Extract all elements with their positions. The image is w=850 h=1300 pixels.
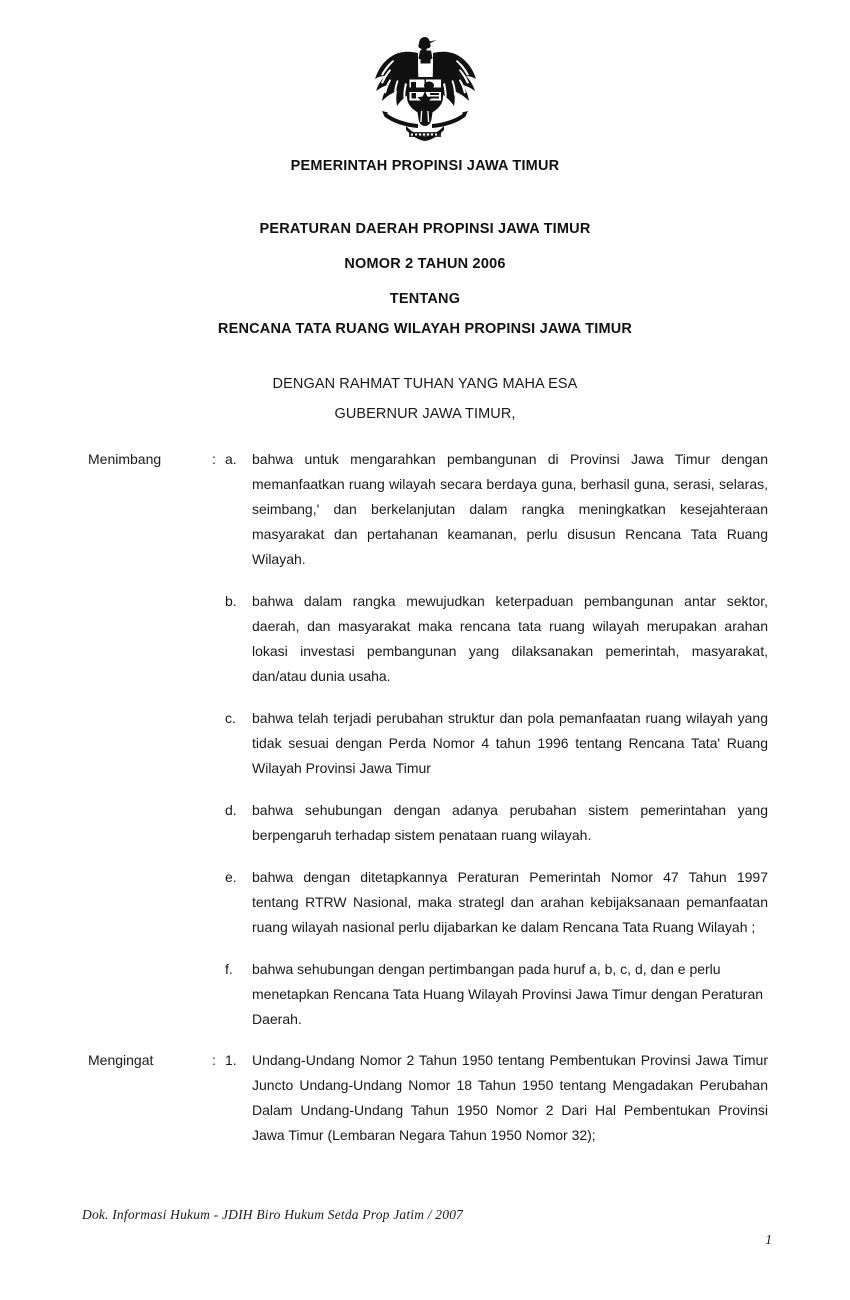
clause-row (88, 1048, 768, 1148)
footer-source-note: Dok. Informasi Hukum - JDIH Biro Hukum Setda Prop Jatim / 2007 (82, 1207, 464, 1222)
menimbang-section (88, 447, 768, 1032)
emblem-container (0, 33, 850, 145)
clause-text: bahwa dalam rangka mewujudkan keterpaduan pembangunan antar sektor, daerah, dan masyarakat maka rencana tata ruang wilayah merupakan arahan lokasi investasi pembangunan yang dilaksanakan pemerintah, masyarakat, dan/atau dunia usaha. (252, 593, 768, 684)
government-header: PEMERINTAH PROPINSI JAWA TIMUR (290, 158, 560, 174)
clause-text: bahwa sehubungan dengan adanya perubahan sistem pemerintahan yang berpengaruh terhadap sistem penataan ruang wilayah. (252, 802, 768, 843)
clause-marker: e. (225, 869, 237, 885)
clause-text: bahwa untuk mengarahkan pembangunan di Provinsi Jawa Timur dengan memanfaatkan ruang wilayah secara berdaya guna, berhasil guna, serasi, selaras, seimbang,' dan berkelanjutan dalam rangka meningkatkan kesejahteraan masyarakat dan pertahanan keamanan, perlu disusun Rencana Tata Ruang Wilayah. (252, 451, 768, 567)
preamble-blessing: DENGAN RAHMAT TUHAN YANG MAHA ESA (272, 376, 578, 392)
clause-marker: d. (225, 802, 237, 818)
title-line-regulation: PERATURAN DAERAH PROPINSI JAWA TIMUR (259, 221, 591, 237)
preamble-block (0, 376, 850, 422)
clause-text: bahwa dengan ditetapkannya Peraturan Pemerintah Nomor 47 Tahun 1997 tentang RTRW Nasional, maka strategl dan arahan kebijaksanaan pemanfaatan ruang wilayah nasional perlu dijabarkan ke dalam Rencana Tata Ruang Wilayah ; (252, 869, 768, 935)
menimbang-colon: : (212, 451, 216, 467)
title-line-subject: RENCANA TATA RUANG WILAYAH PROPINSI JAWA TIMUR (217, 321, 633, 337)
clause-marker: c. (225, 710, 236, 726)
clause-row (88, 447, 768, 572)
clause-row (88, 798, 768, 848)
clause-marker: b. (225, 593, 237, 609)
clause-row (88, 865, 768, 940)
clause-row (88, 957, 768, 1032)
clause-row (88, 589, 768, 689)
menimbang-label: Menimbang (88, 451, 162, 467)
regulation-title-block (0, 221, 850, 337)
preamble-governor: GUBERNUR JAWA TIMUR, (334, 406, 516, 422)
garuda-pancasila-emblem (366, 33, 484, 145)
mengingat-colon: : (212, 1052, 216, 1068)
clause-marker: a. (225, 451, 237, 467)
clause-marker: f. (225, 961, 233, 977)
title-line-number: NOMOR 2 TAHUN 2006 (344, 256, 506, 272)
clause-text: Undang-Undang Nomor 2 Tahun 1950 tentang Pembentukan Provinsi Jawa Timur Juncto Undang-Undang Nomor 18 Tahun 1950 tentang Mengadakan Perubahan Dalam Undang-Undang Tahun 1950 Nomor 2 Dari Hal Pembentukan Provinsi Jawa Timur (Lembaran Negara Tahun 1950 Nomor 32); (252, 1052, 768, 1143)
mengingat-section (88, 1048, 768, 1148)
clause-row (88, 706, 768, 781)
mengingat-label: Mengingat (88, 1052, 154, 1068)
clause-marker: 1. (225, 1052, 237, 1068)
title-line-tentang: TENTANG (389, 291, 461, 307)
page-number: 1 (765, 1232, 772, 1247)
clause-text: bahwa sehubungan dengan pertimbangan pada huruf a, b, c, d, dan e perlu menetapkan Rencana Tata Huang Wilayah Provinsi Jawa Timur dengan Peraturan Daerah. (252, 961, 764, 1027)
clause-text: bahwa telah terjadi perubahan struktur dan pola pemanfaatan ruang wilayah yang tidak sesuai dengan Perda Nomor 4 tahun 1996 tentang Rencana Tata' Ruang Wilayah Provinsi Jawa Timur (252, 710, 768, 776)
